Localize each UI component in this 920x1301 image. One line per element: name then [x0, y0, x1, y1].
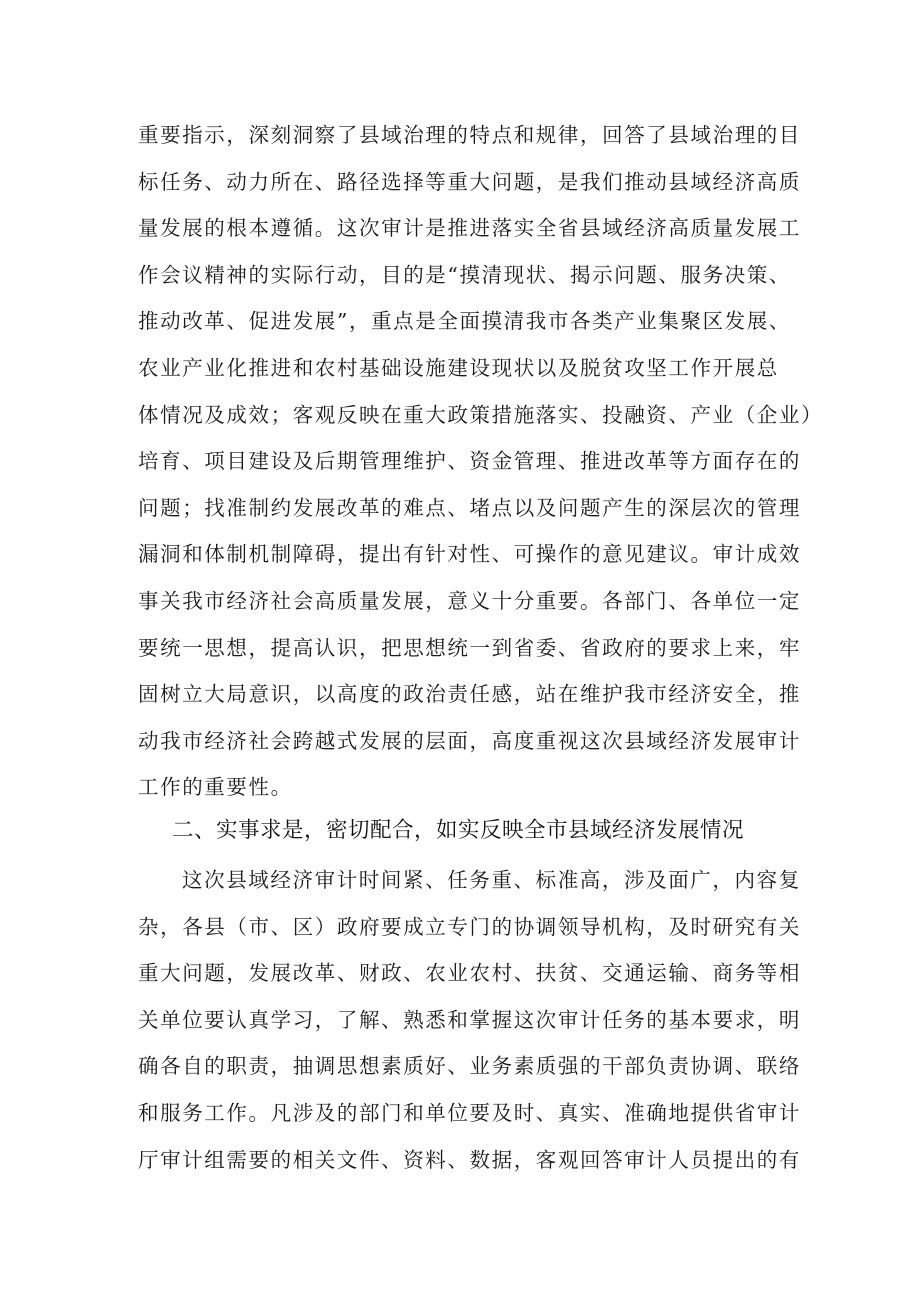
paragraph-line: 厅审计组需要的相关文件、资料、数据，客观回答审计人员提出的有 [138, 1147, 801, 1172]
paragraph-line: 事关我市经济社会高质量发展，意义十分重要。各部门、各单位一定 [138, 588, 801, 613]
paragraph-line: 农业产业化推进和农村基础设施建设现状以及脱贫攻坚工作开展总 [138, 355, 779, 380]
paragraph-line: 固树立大局意识，以高度的政治责任感，站在维护我市经济安全，推 [138, 682, 801, 707]
paragraph-2 [138, 857, 801, 1183]
paragraph-line: 这次县域经济审计时间紧、任务重、标准高，涉及面广，内容复 [182, 868, 801, 892]
paragraph-line: 关单位要认真学习，了解、熟悉和掌握这次审计任务的基本要求，明 [138, 1007, 801, 1032]
paragraph-line: 重要指示，深刻洞察了县域治理的特点和规律，回答了县域治理的目 [138, 123, 801, 147]
paragraph-line: 动我市经济社会跨越式发展的层面，高度重视这次县域经济发展审计 [138, 728, 801, 753]
paragraph-line: 培育、项目建设及后期管理维护、资金管理、推进改革等方面存在的 [138, 449, 801, 474]
paragraph-line: 工作的重要性。 [138, 775, 293, 800]
section-heading: 二、实事求是，密切配合，如实反映全市县域经济发展情况 [172, 818, 745, 843]
paragraph-line: 和服务工作。凡涉及的部门和单位要及时、真实、准确地提供省审计 [138, 1100, 801, 1125]
paragraph-line: 重大问题，发展改革、财政、农业农村、扶贫、交通运输、商务等相 [138, 961, 801, 986]
paragraph-line: 体情况及成效；客观反映在重大政策措施落实、投融资、产业（企业） [138, 402, 824, 427]
paragraph-line: 标任务、动力所在、路径选择等重大问题，是我们推动县域经济高质 [138, 169, 801, 194]
paragraph-line: 量发展的根本遵循。这次审计是推进落实全省县域经济高质量发展工 [138, 216, 801, 241]
paragraph-line: 漏洞和体制机制障碍，提出有针对性、可操作的意见建议。审计成效 [138, 542, 801, 567]
paragraph-line: 问题；找准制约发展改革的难点、堵点以及问题产生的深层次的管理 [138, 495, 801, 520]
paragraph-line: 推动改革、促进发展”，重点是全面摸清我市各类产业集聚区发展、 [138, 309, 791, 334]
paragraph-line: 确各自的职责，抽调思想素质好、业务素质强的干部负责协调、联络 [138, 1054, 801, 1079]
paragraph-line: 作会议精神的实际行动，目的是“摸清现状、揭示问题、服务决策、 [138, 262, 791, 287]
paragraph-line: 要统一思想，提高认识，把思想统一到省委、省政府的要求上来，牢 [138, 635, 801, 660]
paragraph-1 [138, 112, 824, 811]
paragraph-line: 杂，各县（市、区）政府要成立专门的协调领导机构，及时研究有关 [138, 914, 801, 939]
